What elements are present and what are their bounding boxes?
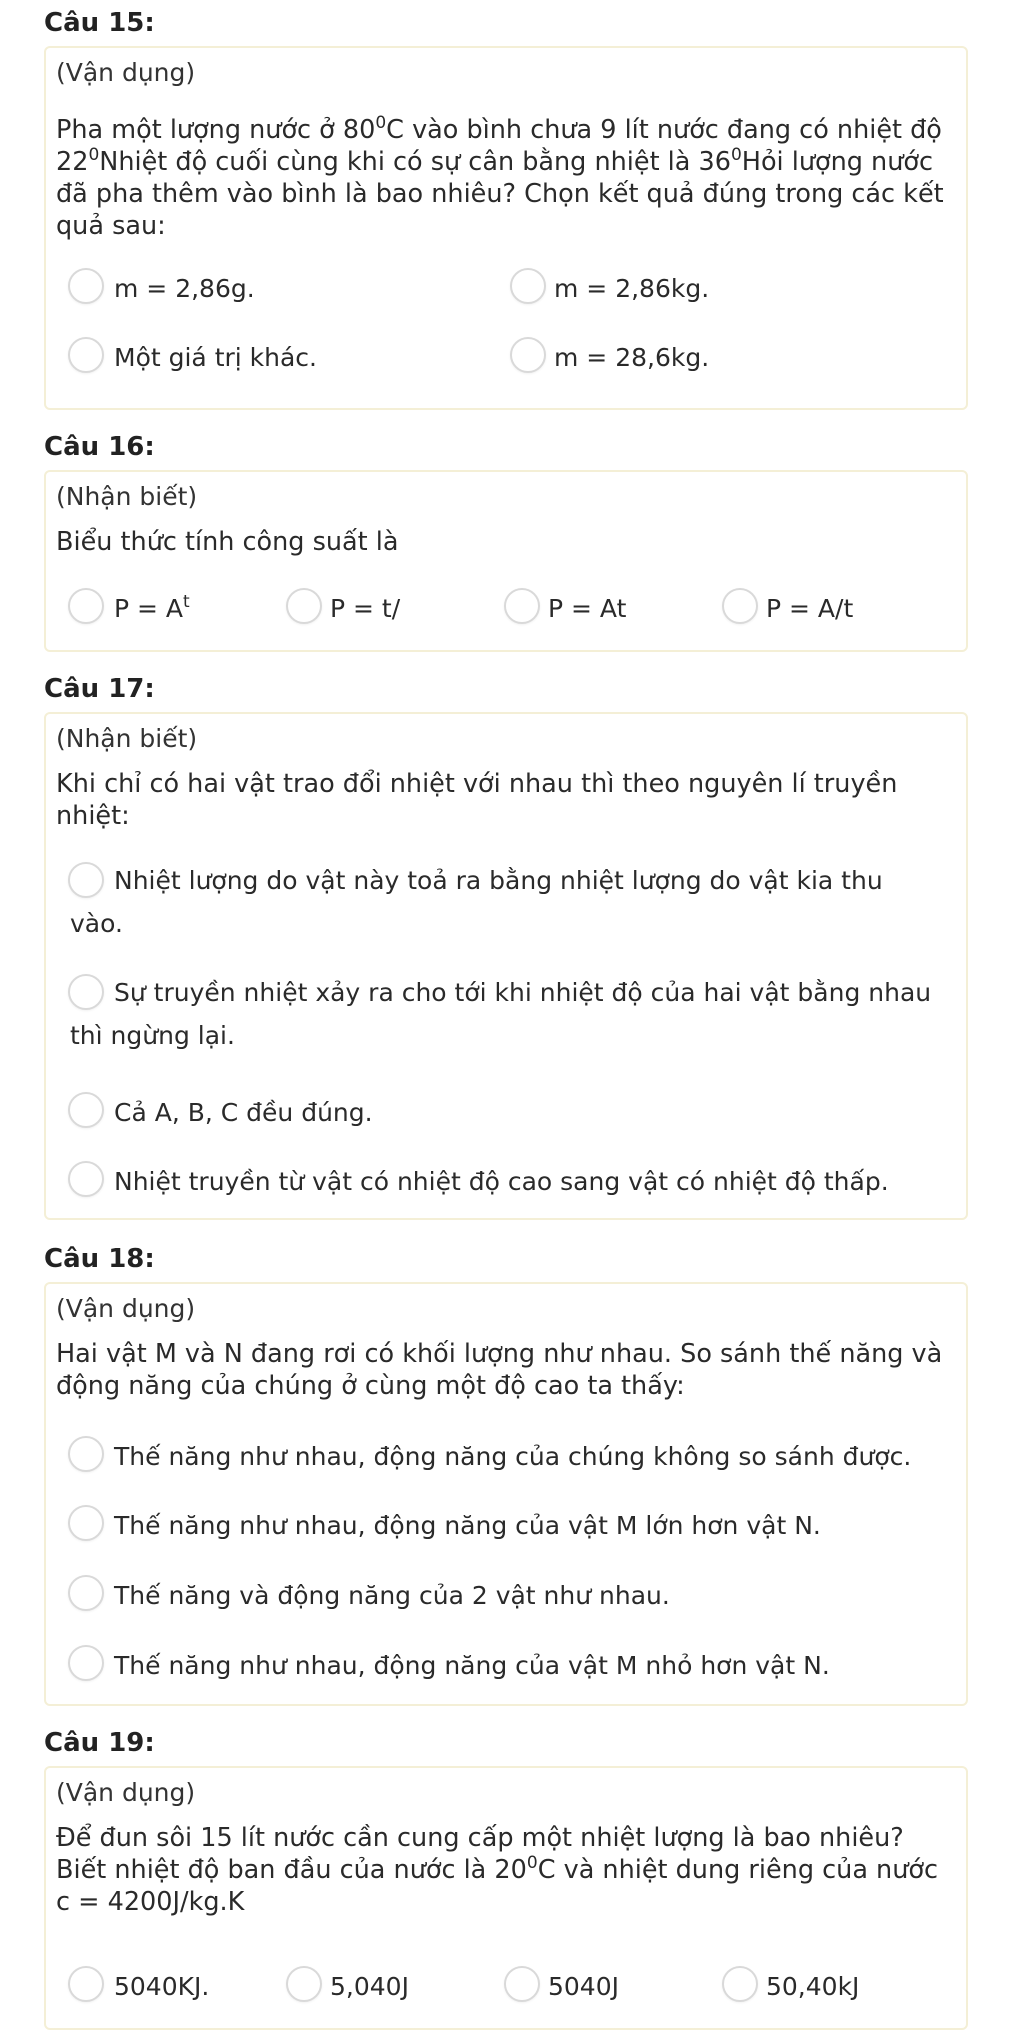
radio-button[interactable] <box>68 1505 104 1541</box>
question-19-card <box>44 1766 968 2030</box>
question-15-title: Câu 15: <box>44 8 155 38</box>
question-16-title: Câu 16: <box>44 432 155 462</box>
option-label: Thế năng như nhau, động năng của vật M lớn hơn vật N. <box>114 1511 821 1540</box>
question-18-title: Câu 18: <box>44 1244 155 1274</box>
question-18-card <box>44 1282 968 1706</box>
question-16-text: Biểu thức tính công suất là <box>56 527 399 557</box>
option-label: Một giá trị khác. <box>114 343 318 372</box>
question-17-level: (Nhận biết) <box>56 724 198 753</box>
radio-button[interactable] <box>68 337 104 373</box>
radio-button[interactable] <box>510 268 546 304</box>
option-label: 5040J <box>548 1972 619 2001</box>
option-label: Nhiệt truyền từ vật có nhiệt độ cao sang vật có nhiệt độ thấp. <box>114 1167 889 1196</box>
option-label: 5040KJ. <box>114 1972 210 2001</box>
radio-button[interactable] <box>68 1645 104 1681</box>
question-19-text: Để đun sôi 15 lít nước cần cung cấp một nhiệt lượng là bao nhiêu? Biết nhiệt độ ban đầu của nước là $20^0C$ và nhiệt dung riêng của nước c = 4200J/kg.K <box>56 1823 938 1917</box>
option-label: Nhiệt lượng do vật này toả ra bằng nhiệt lượng do vật kia thu vào. <box>70 866 883 938</box>
option-label: Sự truyền nhiệt xảy ra cho tới khi nhiệt độ của hai vật bằng nhau thì ngừng lại. <box>70 978 932 1050</box>
radio-button[interactable] <box>504 1966 540 2002</box>
radio-button[interactable] <box>68 1575 104 1611</box>
option-label: m = 2,86kg. <box>554 274 710 303</box>
question-17-card <box>44 712 968 1220</box>
question-17-text: Khi chỉ có hai vật trao đổi nhiệt với nhau thì theo nguyên lí truyền nhiệt: <box>56 769 898 831</box>
radio-button[interactable] <box>510 337 546 373</box>
option-label: P = At <box>548 594 627 623</box>
question-17-title: Câu 17: <box>44 674 155 704</box>
radio-button[interactable] <box>286 588 322 624</box>
option-label: m = 28,6kg. <box>554 343 710 372</box>
option-label: 5,040J <box>330 1972 409 2001</box>
radio-button[interactable] <box>68 1436 104 1472</box>
option-label: $P = A^t$ <box>114 592 190 623</box>
radio-button[interactable] <box>68 588 104 624</box>
option-label: P = A/t <box>766 594 854 623</box>
option-label: m = 2,86g. <box>114 274 255 303</box>
radio-button[interactable] <box>286 1966 322 2002</box>
radio-button[interactable] <box>722 1966 758 2002</box>
question-19-level: (Vận dụng) <box>56 1778 196 1807</box>
option-label: Cả A, B, C đều đúng. <box>114 1098 373 1127</box>
option-label: Thế năng như nhau, động năng của vật M nhỏ hơn vật N. <box>114 1651 830 1680</box>
question-15-card <box>44 46 968 410</box>
option-label: Thế năng và động năng của 2 vật như nhau. <box>114 1581 670 1610</box>
radio-button[interactable] <box>68 1161 104 1197</box>
question-15-text: Pha một lượng nước ở $80^0C$ vào bình chưa 9 lít nước đang có nhiệt độ $22^0Nhiệt$ độ cuối cùng khi có sự cân bằng nhiệt là $36^0Hỏi$ lượng nước đã pha thêm vào bình là bao nhiêu? Chọn kết quả đúng trong các kết quả sau: <box>56 113 944 241</box>
option-label: P = t/ <box>330 594 401 623</box>
option-label: Thế năng như nhau, động năng của chúng không so sánh được. <box>114 1442 912 1471</box>
radio-button[interactable] <box>722 588 758 624</box>
radio-button[interactable] <box>68 1966 104 2002</box>
question-18-level: (Vận dụng) <box>56 1294 196 1323</box>
question-18-text: Hai vật M và N đang rơi có khối lượng như nhau. So sánh thế năng và động năng của chúng ở cùng một độ cao ta thấy: <box>56 1339 943 1401</box>
radio-button[interactable] <box>68 268 104 304</box>
radio-button[interactable] <box>504 588 540 624</box>
option-label: 50,40kJ <box>766 1972 860 2001</box>
radio-button[interactable] <box>68 1092 104 1128</box>
question-16-card <box>44 470 968 652</box>
question-15-level: (Vận dụng) <box>56 58 196 87</box>
question-16-level: (Nhận biết) <box>56 482 198 511</box>
question-19-title: Câu 19: <box>44 1728 155 1758</box>
